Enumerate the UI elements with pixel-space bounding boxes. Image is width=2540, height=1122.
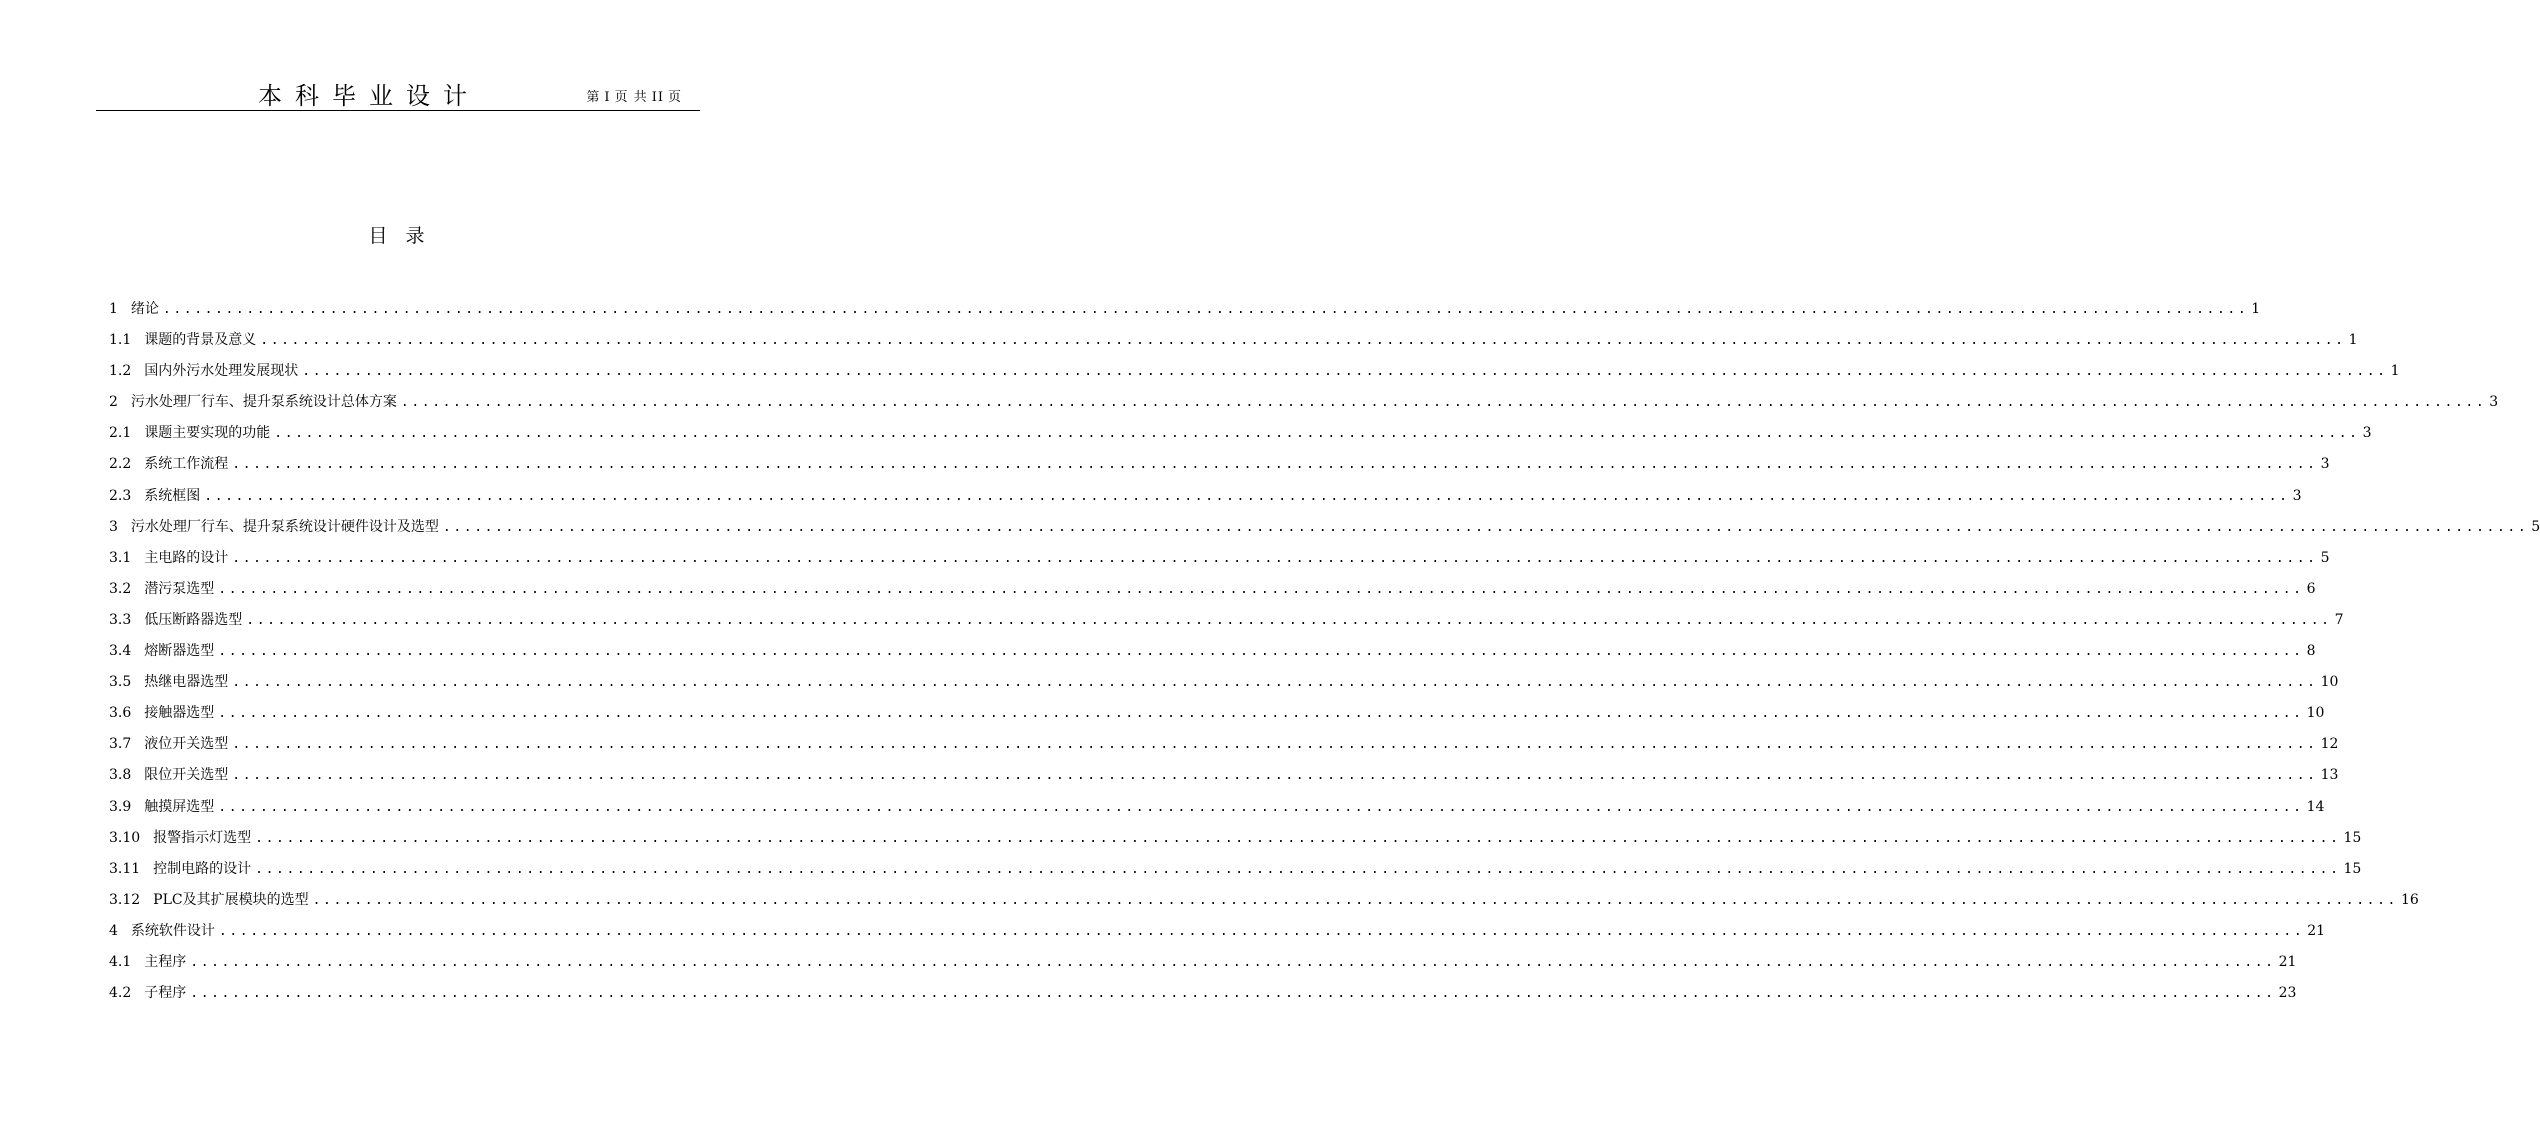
toc-entry[interactable] <box>109 982 2297 1013</box>
page-total: II <box>651 90 664 105</box>
toc-dot-leader: ........................................................................................................................................................................................................ <box>312 892 2398 908</box>
toc-entry[interactable] <box>109 702 2325 733</box>
toc-dot-leader: ........................................................................................................................................................................................................ <box>204 488 2290 504</box>
toc-entry-number: 4.1 <box>109 953 132 970</box>
toc-entry[interactable] <box>109 578 2316 609</box>
toc-entry-title: 系统软件设计 <box>130 922 215 939</box>
toc-entry[interactable] <box>109 858 2362 889</box>
toc-dot-leader: ........................................................................................................................................................................................................ <box>274 426 2360 442</box>
toc-entry-page: 5 <box>2531 518 2540 535</box>
toc-entry-number: 2.2 <box>109 456 132 473</box>
toc-dot-leader: ........................................................................................................................................................................................................ <box>260 333 2346 349</box>
toc-entry-page: 21 <box>2307 922 2326 939</box>
toc-entry-title: PLC及其扩展模块的选型 <box>153 891 309 908</box>
toc-entry-number: 3.5 <box>109 674 132 691</box>
toc-dot-leader: ........................................................................................................................................................................................................ <box>255 861 2341 877</box>
toc-entry-number: 3.10 <box>109 829 141 846</box>
toc-entry-number: 3.6 <box>109 705 132 722</box>
toc-entry-number: 3 <box>109 518 118 535</box>
toc-entry[interactable] <box>109 391 2499 422</box>
toc-entry[interactable] <box>109 764 2339 795</box>
toc-entry[interactable] <box>109 671 2339 702</box>
toc-entry-number: 3.2 <box>109 580 132 597</box>
toc-entry-title: 课题主要实现的功能 <box>144 425 271 442</box>
toc-dot-leader: ........................................................................................................................................................................................................ <box>442 519 2529 535</box>
toc-entry-title: 子程序 <box>144 985 187 1002</box>
toc-dot-leader: ........................................................................................................................................................................................................ <box>302 364 2388 380</box>
toc-dot-leader: ........................................................................................................................................................................................................ <box>190 954 2276 970</box>
toc-entry-page: 5 <box>2320 549 2330 566</box>
page-header <box>96 72 700 111</box>
toc-entry-title: 主程序 <box>144 953 187 970</box>
toc-entry[interactable] <box>109 951 2297 982</box>
toc-dot-leader: ........................................................................................................................................................................................................ <box>218 799 2304 815</box>
toc-entry[interactable] <box>109 453 2330 484</box>
toc-entry-number: 1.1 <box>109 332 132 349</box>
toc-entry-title: 国内外污水处理发展现状 <box>144 363 299 380</box>
toc-entry[interactable] <box>109 298 2261 329</box>
toc-entry-title: 液位开关选型 <box>144 736 229 753</box>
toc-entry[interactable] <box>109 516 2540 547</box>
toc-entry-title: 污水处理厂行车、提升泵系统设计总体方案 <box>130 394 397 411</box>
toc-dot-leader: ........................................................................................................................................................................................................ <box>255 830 2341 846</box>
toc-entry-page: 3 <box>2362 425 2372 442</box>
toc-entry-title: 污水处理厂行车、提升泵系统设计硬件设计及选型 <box>130 518 439 535</box>
toc-dot-leader: ........................................................................................................................................................................................................ <box>232 737 2318 753</box>
toc-entry-page: 7 <box>2334 611 2344 628</box>
toc-entry-page: 14 <box>2306 798 2325 815</box>
toc-entry-title: 系统工作流程 <box>144 456 229 473</box>
toc-dot-leader: ........................................................................................................................................................................................................ <box>232 550 2318 566</box>
toc-entry-title: 热继电器选型 <box>144 674 229 691</box>
toc-entry-title: 控制电路的设计 <box>153 860 252 877</box>
toc-entry-title: 潜污泵选型 <box>144 580 215 597</box>
toc-entry-number: 1.2 <box>109 363 132 380</box>
toc-entry-number: 3.9 <box>109 798 132 815</box>
toc-entry-title: 绪论 <box>130 301 159 317</box>
toc-dot-leader: ........................................................................................................................................................................................................ <box>190 986 2276 1002</box>
toc-entry[interactable] <box>109 360 2400 391</box>
toc-heading: 目录 <box>368 225 443 247</box>
toc-entry[interactable] <box>109 547 2330 578</box>
toc-entry-number: 3.3 <box>109 611 132 628</box>
page-indicator <box>584 86 684 105</box>
toc-entry-title: 报警指示灯选型 <box>153 829 252 846</box>
toc-entry-page: 3 <box>2320 456 2330 473</box>
toc-entry-title: 接触器选型 <box>144 705 215 722</box>
toc-entry-title: 触摸屏选型 <box>144 798 215 815</box>
toc-dot-leader: ........................................................................................................................................................................................................ <box>246 612 2332 628</box>
toc-entry-number: 3.1 <box>109 549 132 566</box>
toc-entry[interactable] <box>109 422 2372 453</box>
toc-entry-page: 16 <box>2400 891 2419 908</box>
toc-dot-leader: ........................................................................................................................................................................................................ <box>218 706 2304 722</box>
toc-entry-number: 4.2 <box>109 985 132 1002</box>
toc-dot-leader: ........................................................................................................................................................................................................ <box>232 768 2318 784</box>
toc-entry-number: 2 <box>109 394 118 411</box>
toc-entry-number: 3.11 <box>109 860 141 877</box>
toc-entry[interactable] <box>109 733 2339 764</box>
toc-entry[interactable] <box>109 640 2316 671</box>
document-title: 本科毕业设计 <box>258 82 480 110</box>
page-mid: 页 共 <box>614 90 648 105</box>
toc-entry-number: 3.8 <box>109 767 132 784</box>
toc-entry-page: 8 <box>2306 643 2316 660</box>
toc-entry-page: 1 <box>2390 363 2400 380</box>
toc-entry-page: 3 <box>2489 394 2499 411</box>
toc-entry-page: 12 <box>2320 736 2339 753</box>
toc-entry-title: 系统框图 <box>144 487 201 504</box>
toc-dot-leader: ........................................................................................................................................................................................................ <box>400 395 2487 411</box>
toc-entry-page: 15 <box>2343 860 2362 877</box>
toc-entry-title: 课题的背景及意义 <box>144 332 257 349</box>
toc-entry-page: 1 <box>2348 332 2358 349</box>
table-of-contents <box>109 298 2540 1013</box>
toc-entry-number: 3.12 <box>109 891 141 908</box>
toc-dot-leader: ........................................................................................................................................................................................................ <box>232 457 2318 473</box>
toc-entry-number: 3.7 <box>109 736 132 753</box>
toc-entry-page: 1 <box>2251 301 2261 317</box>
toc-dot-leader: ........................................................................................................................................................................................................ <box>232 675 2318 691</box>
toc-dot-leader: ........................................................................................................................................................................................................ <box>218 923 2305 939</box>
toc-dot-leader: ........................................................................................................................................................................................................ <box>218 581 2304 597</box>
toc-entry-page: 21 <box>2278 953 2297 970</box>
toc-entry[interactable] <box>109 485 2302 516</box>
toc-entry-title: 主电路的设计 <box>144 549 229 566</box>
toc-entry[interactable] <box>109 609 2344 640</box>
toc-dot-leader: ........................................................................................................................................................................................................ <box>162 302 2249 317</box>
toc-entry-number: 2.3 <box>109 487 132 504</box>
toc-entry[interactable] <box>109 827 2362 858</box>
toc-entry[interactable] <box>109 329 2358 360</box>
toc-entry[interactable] <box>109 796 2325 827</box>
toc-entry-page: 6 <box>2306 580 2316 597</box>
page-current: I <box>604 90 611 105</box>
page-prefix: 第 <box>586 90 601 105</box>
toc-entry-number: 1 <box>109 301 118 317</box>
toc-entry-number: 4 <box>109 922 118 939</box>
toc-entry-title: 熔断器选型 <box>144 643 215 660</box>
toc-entry-page: 10 <box>2306 705 2325 722</box>
toc-entry-page: 23 <box>2278 985 2297 1002</box>
toc-entry-page: 3 <box>2292 487 2302 504</box>
toc-dot-leader: ........................................................................................................................................................................................................ <box>218 644 2304 660</box>
toc-entry-title: 限位开关选型 <box>144 767 229 784</box>
toc-entry-page: 13 <box>2320 767 2339 784</box>
toc-entry[interactable] <box>109 920 2326 951</box>
toc-entry-number: 2.1 <box>109 425 132 442</box>
toc-entry-title: 低压断路器选型 <box>144 611 243 628</box>
page-suffix: 页 <box>667 90 682 105</box>
toc-entry-page: 15 <box>2343 829 2362 846</box>
toc-entry-page: 10 <box>2320 674 2339 691</box>
toc-entry-number: 3.4 <box>109 643 132 660</box>
toc-entry[interactable] <box>109 889 2419 920</box>
